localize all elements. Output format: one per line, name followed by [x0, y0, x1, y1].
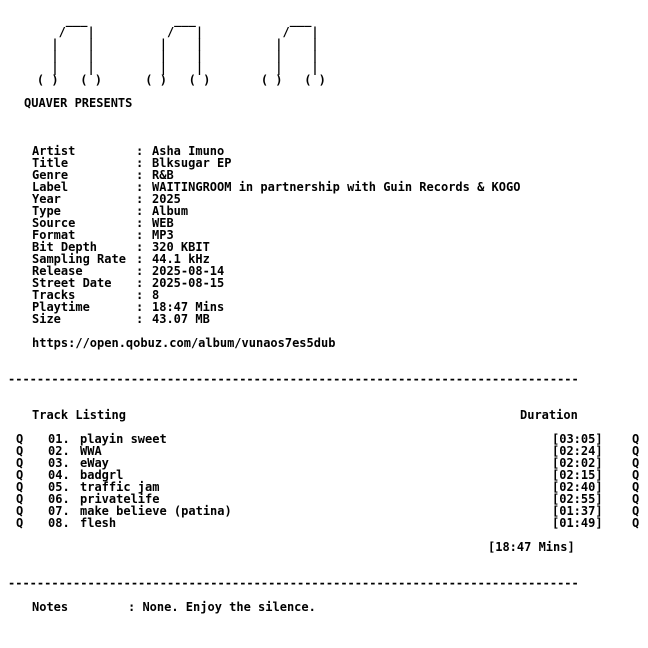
info-key: Year: [32, 192, 61, 206]
track-marker-left: Q: [16, 504, 24, 518]
track-duration: [02:02]: [552, 456, 603, 470]
info-colon: :: [136, 228, 144, 242]
track-marker-right: Q: [632, 492, 640, 506]
info-value: 43.07 MB: [152, 312, 210, 326]
track-title: privatelife: [80, 492, 160, 506]
info-key: Format: [32, 228, 76, 242]
ascii-art-line: | | | | | |: [8, 37, 319, 51]
info-value: 2025-08-14: [152, 264, 225, 278]
track-number: 08.: [48, 516, 70, 530]
info-colon: :: [136, 240, 144, 254]
track-marker-left: Q: [16, 432, 24, 446]
track-marker-right: Q: [632, 468, 640, 482]
track-marker-left: Q: [16, 468, 24, 482]
info-colon: :: [136, 276, 144, 290]
info-value: 8: [152, 288, 160, 302]
info-colon: :: [136, 252, 144, 266]
track-duration: [01:37]: [552, 504, 603, 518]
track-title: playin sweet: [80, 432, 167, 446]
track-marker-right: Q: [632, 444, 640, 458]
track-title: traffic jam: [80, 480, 160, 494]
info-key: Size: [32, 312, 61, 326]
duration-heading: Duration: [520, 408, 578, 422]
track-title: eWay: [80, 456, 109, 470]
track-number: 07.: [48, 504, 70, 518]
info-colon: :: [136, 144, 144, 158]
info-key: Title: [32, 156, 69, 170]
info-colon: :: [136, 180, 144, 194]
ascii-art-line: ( ) ( ) ( ) ( ) ( ) ( ): [8, 73, 326, 87]
info-value: 2025-08-15: [152, 276, 225, 290]
track-marker-left: Q: [16, 492, 24, 506]
info-key: Tracks: [32, 288, 76, 302]
presents-heading: QUAVER PRESENTS: [24, 96, 133, 110]
info-value: Asha Imuno: [152, 144, 225, 158]
info-value: WAITINGROOM in partnership with Guin Records & KOGO: [152, 180, 521, 194]
info-colon: :: [136, 168, 144, 182]
track-duration: [03:05]: [552, 432, 603, 446]
info-colon: :: [136, 192, 144, 206]
info-colon: :: [136, 300, 144, 314]
track-number: 03.: [48, 456, 70, 470]
info-key: Label: [32, 180, 69, 194]
info-key: Bit Depth: [32, 240, 98, 254]
info-key: Type: [32, 204, 61, 218]
info-value: 320 KBIT: [152, 240, 210, 254]
total-duration: [18:47 Mins]: [488, 540, 575, 554]
info-value: Blksugar EP: [152, 156, 232, 170]
ascii-art-line: | | | | | |: [8, 49, 319, 63]
info-colon: :: [136, 204, 144, 218]
track-duration: [02:24]: [552, 444, 603, 458]
track-marker-left: Q: [16, 480, 24, 494]
track-duration: [02:55]: [552, 492, 603, 506]
info-key: Playtime: [32, 300, 90, 314]
track-title: badgrl: [80, 468, 124, 482]
info-colon: :: [136, 312, 144, 326]
info-value: 2025: [152, 192, 181, 206]
track-marker-right: Q: [632, 480, 640, 494]
track-duration: [02:15]: [552, 468, 603, 482]
track-number: 05.: [48, 480, 70, 494]
track-marker-right: Q: [632, 456, 640, 470]
ascii-art-line: | | | | | |: [8, 61, 319, 75]
track-number: 02.: [48, 444, 70, 458]
track-marker-right: Q: [632, 504, 640, 518]
ascii-art-line: / | / | / |: [8, 25, 319, 39]
info-key: Artist: [32, 144, 76, 158]
track-marker-left: Q: [16, 444, 24, 458]
track-duration: [01:49]: [552, 516, 603, 530]
track-number: 06.: [48, 492, 70, 506]
track-marker-left: Q: [16, 516, 24, 530]
info-colon: :: [136, 156, 144, 170]
info-colon: :: [136, 288, 144, 302]
notes-value: : None. Enjoy the silence.: [128, 600, 316, 614]
track-duration: [02:40]: [552, 480, 603, 494]
separator-line: -------------------------------------------------------------------------------: [8, 372, 579, 386]
track-number: 01.: [48, 432, 70, 446]
info-key: Sampling Rate: [32, 252, 126, 266]
info-value: MP3: [152, 228, 174, 242]
album-url[interactable]: https://open.qobuz.com/album/vunaos7es5dub: [32, 336, 336, 350]
info-key: Genre: [32, 168, 69, 182]
track-title: make believe (patina): [80, 504, 232, 518]
info-colon: :: [136, 264, 144, 278]
info-key: Street Date: [32, 276, 112, 290]
info-key: Release: [32, 264, 83, 278]
info-value: Album: [152, 204, 189, 218]
info-value: R&B: [152, 168, 174, 182]
track-marker-right: Q: [632, 516, 640, 530]
notes-label: Notes: [32, 600, 69, 614]
info-value: 18:47 Mins: [152, 300, 225, 314]
info-key: Source: [32, 216, 76, 230]
separator-line: -------------------------------------------------------------------------------: [8, 576, 579, 590]
info-colon: :: [136, 216, 144, 230]
track-marker-left: Q: [16, 456, 24, 470]
ascii-art-line: ___ ___ ___: [8, 13, 312, 27]
tracklist-heading: Track Listing: [32, 408, 126, 422]
track-number: 04.: [48, 468, 70, 482]
track-title: WWA: [80, 444, 102, 458]
info-value: 44.1 kHz: [152, 252, 210, 266]
track-marker-right: Q: [632, 432, 640, 446]
track-title: flesh: [80, 516, 117, 530]
info-value: WEB: [152, 216, 174, 230]
ascii-art: [0, 14, 648, 86]
